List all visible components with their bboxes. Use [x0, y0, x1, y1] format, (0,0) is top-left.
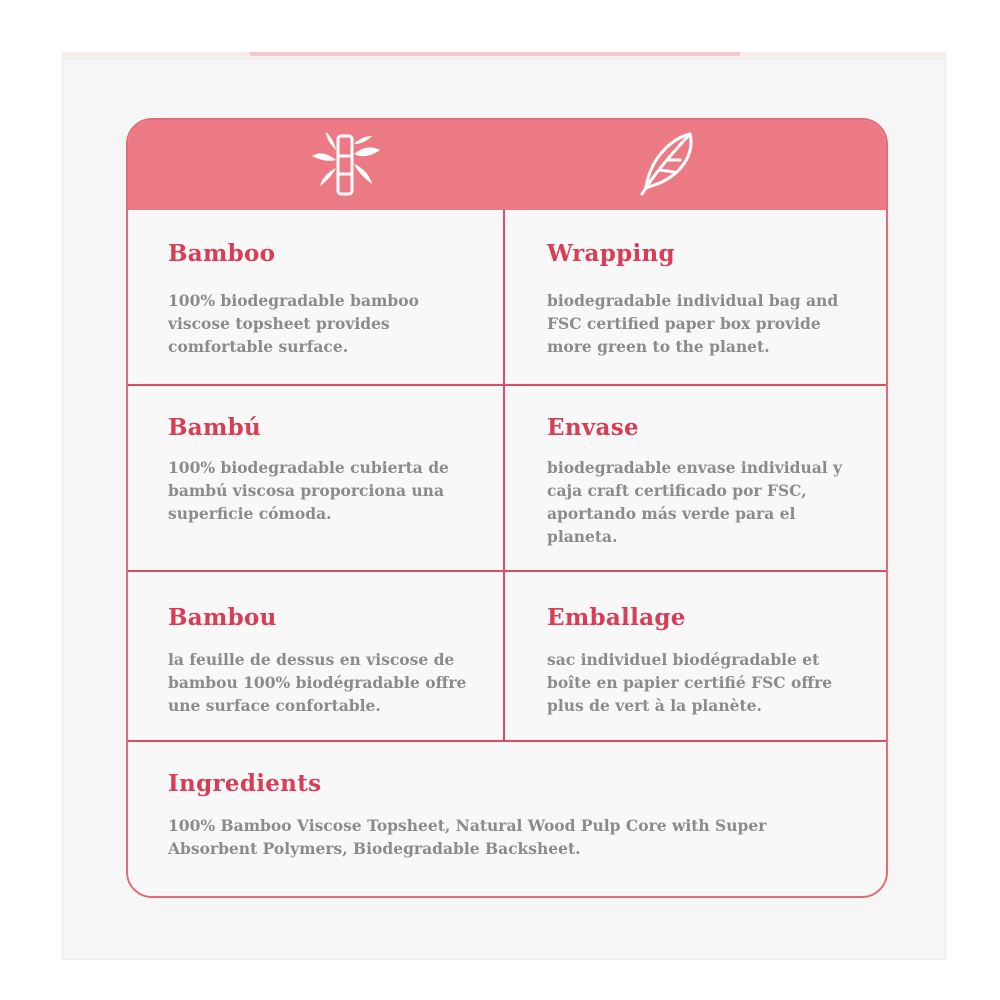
- cell-body: 100% biodegradable bamboo viscose topsheet provides comfortable surface.: [168, 291, 419, 356]
- cell-bambu: [128, 386, 505, 572]
- cell-title: Bamboo: [168, 240, 276, 267]
- cell-ingredients: [128, 742, 888, 898]
- cell-bambou: [128, 572, 505, 742]
- cell-body: sac individuel biodégradable et boîte en papier certifié FSC offre plus de vert à la planète.: [547, 650, 833, 715]
- info-grid: [128, 210, 886, 898]
- cell-title: Bambou: [168, 604, 277, 631]
- cell-body: 100% Bamboo Viscose Topsheet, Natural Wood Pulp Core with Super Absorbent Polymers, Biodegradable Backsheet.: [168, 816, 767, 858]
- cell-title: Bambú: [168, 414, 261, 441]
- panel-header: [128, 120, 886, 210]
- feather-icon: [628, 130, 708, 200]
- cell-body: la feuille de dessus en viscose de bambou 100% biodégradable offre une surface confortable.: [168, 650, 467, 715]
- cell-envase: [505, 386, 888, 572]
- cell-title: Wrapping: [547, 240, 675, 267]
- cell-title: Envase: [547, 414, 639, 441]
- cell-body: biodegradable envase individual y caja craft certificado por FSC, aportando más verde para el planeta.: [547, 458, 843, 546]
- bamboo-icon: [308, 130, 388, 200]
- cell-title: Ingredients: [168, 770, 322, 797]
- cell-body: 100% biodegradable cubierta de bambú viscosa proporciona una superficie cómoda.: [168, 458, 449, 523]
- cell-wrapping: [505, 210, 888, 386]
- cell-emballage: [505, 572, 888, 742]
- cell-body: biodegradable individual bag and FSC certified paper box provide more green to the planet.: [547, 291, 839, 356]
- cell-bamboo: [128, 210, 505, 386]
- info-panel: [126, 118, 888, 898]
- cell-title: Emballage: [547, 604, 686, 631]
